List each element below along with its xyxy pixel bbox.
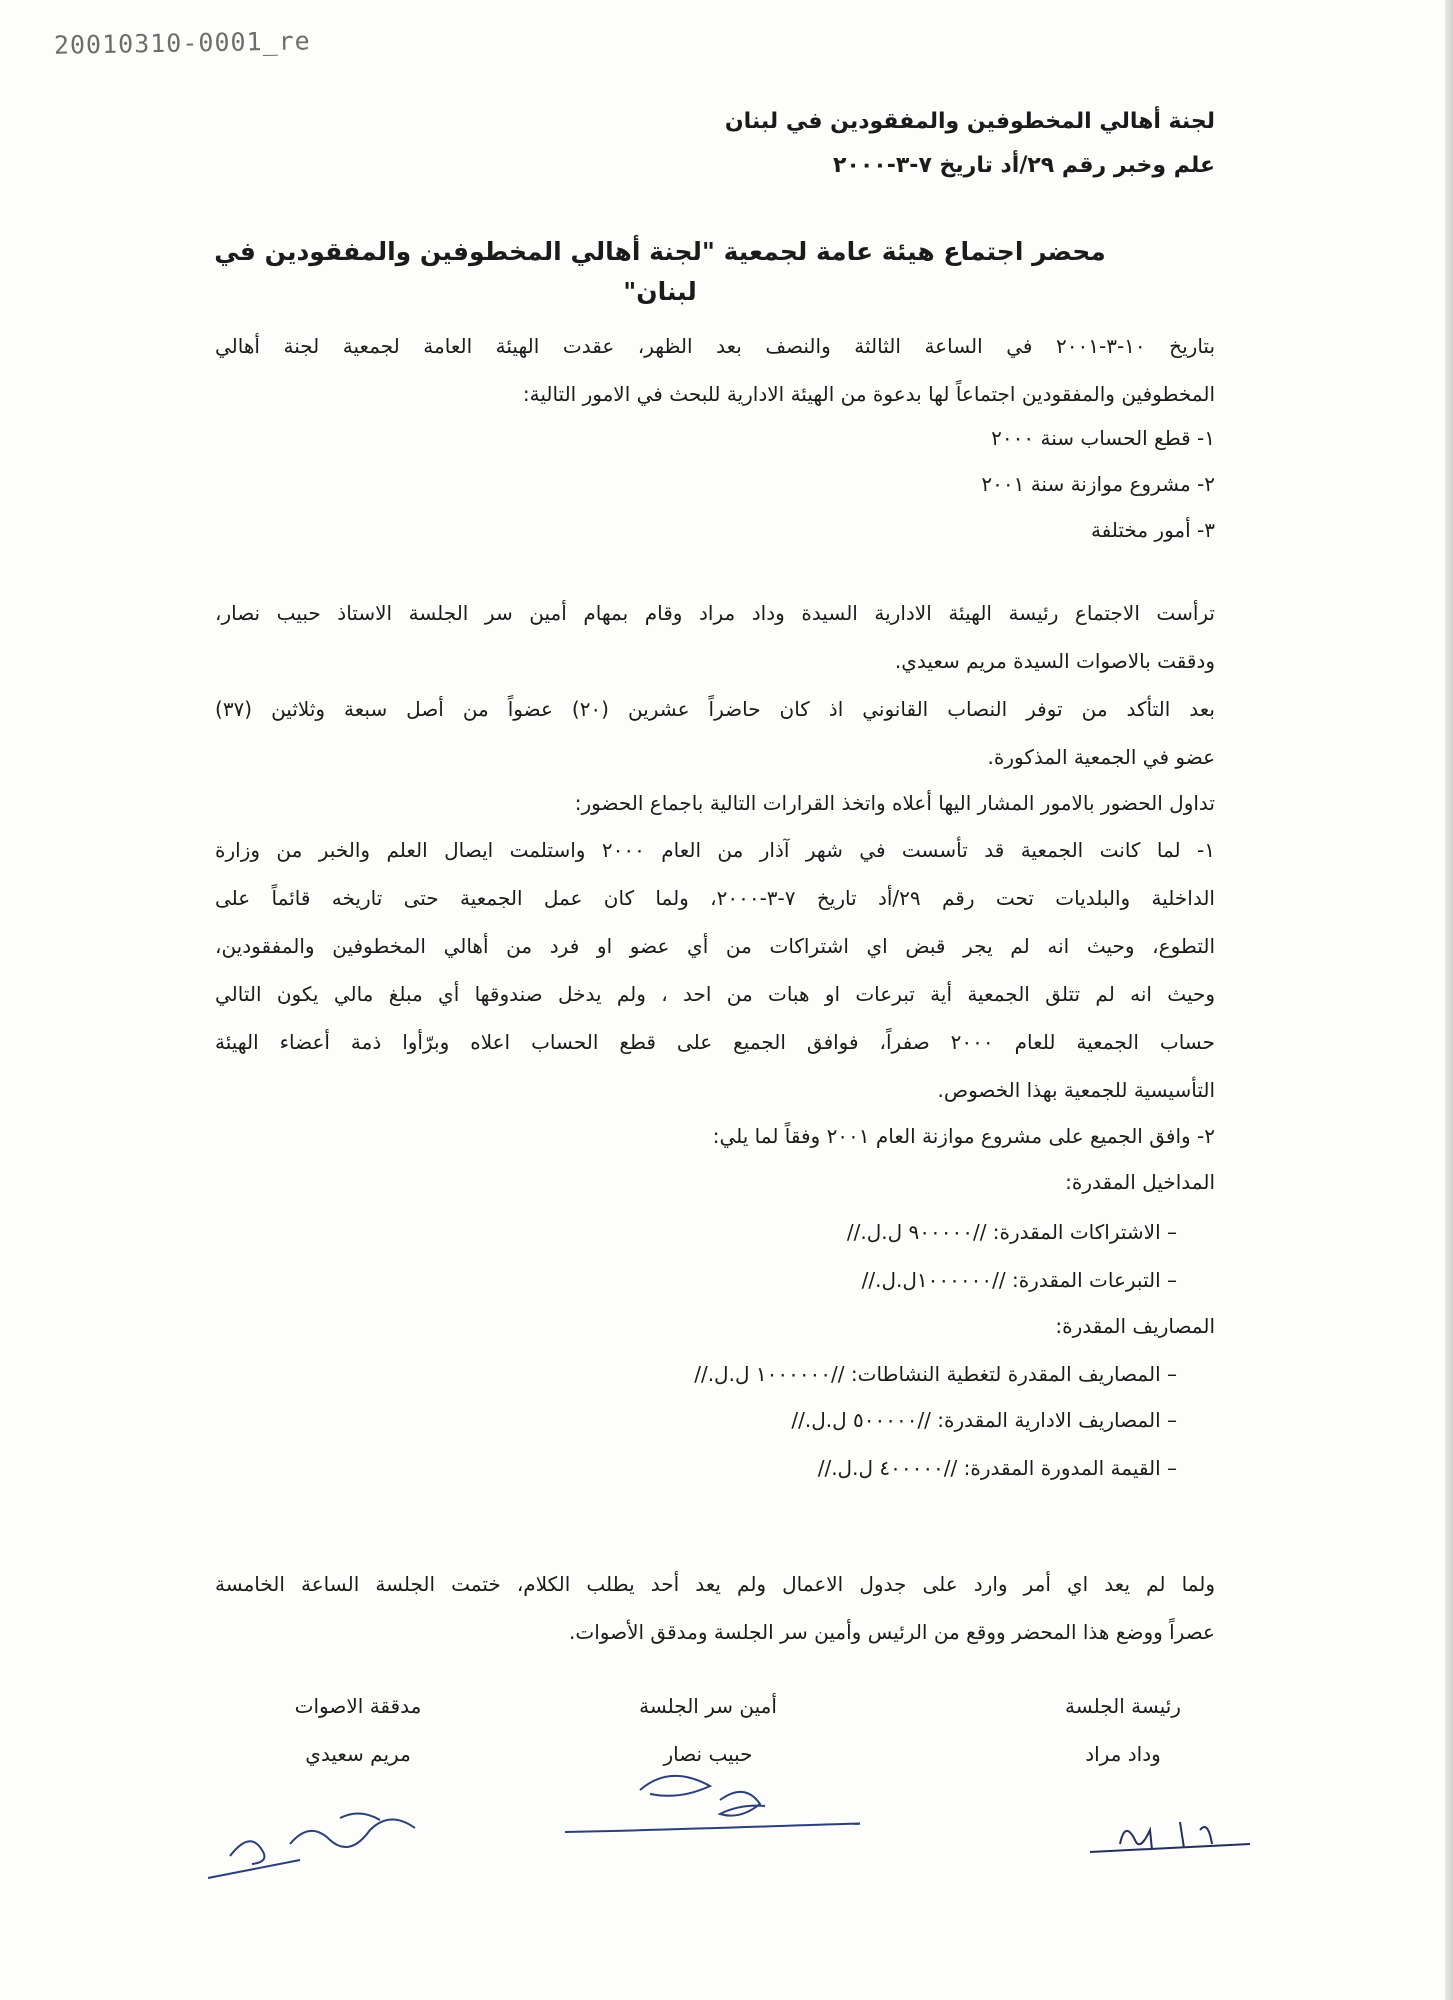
decision1-line: التأسيسية للجمعية بهذا الخصوص. — [937, 1078, 1215, 1102]
agenda-item: ٣- أمور مختلفة — [1090, 518, 1215, 542]
auditor-signature-scribble — [200, 1800, 440, 1890]
signature-role: أمين سر الجلسة — [639, 1694, 777, 1718]
signature-auditor — [273, 1688, 443, 1772]
revenue-item: – الاشتراكات المقدرة: //٩٠٠٠٠٠ ل.ل.// — [846, 1220, 1177, 1244]
signature-name: حبيب نصار — [663, 1742, 753, 1766]
signature-role: رئيسة الجلسة — [1065, 1694, 1181, 1718]
agenda-item: ١- قطع الحساب سنة ٢٠٠٠ — [991, 426, 1215, 450]
registration-number: علم وخبر رقم ٢٩/أد تاريخ ٧-٣-٢٠٠٠ — [833, 153, 1215, 178]
expense-item: – القيمة المدورة المقدرة: //٤٠٠٠٠٠ ل.ل.// — [817, 1456, 1177, 1480]
quorum-line-2: عضو في الجمعية المذكورة. — [987, 745, 1215, 769]
page-title: محضر اجتماع هيئة عامة لجمعية "لجنة أهالي المخطوفين والمفقودين في لبنان" — [214, 237, 1106, 306]
closing-line-1: ولما لم يعد اي أمر وارد على جدول الاعمال ولم يعد أحد يطلب الكلام، ختمت الجلسة الساعة الخامسة — [215, 1572, 1215, 1596]
signature-name: مريم سعيدي — [305, 1742, 411, 1766]
deliberation-line: تداول الحضور بالامور المشار اليها أعلاه واتخذ القرارات التالية باجماع الحضور: — [574, 791, 1215, 815]
signature-chair — [1043, 1688, 1203, 1772]
intro-line-1: بتاريخ ١٠-٣-٢٠٠١ في الساعة الثالثة والنصف بعد الظهر، عقدت الهيئة العامة لجمعية لجنة أهالي — [215, 334, 1216, 358]
decision1-line: وحيث انه لم تتلق الجمعية أية تبرعات او هبات من احد ، ولم يدخل صندوقها أي مبلغ مالي يكون التالي — [215, 982, 1215, 1006]
intro-line-2: المخطوفين والمفقودين اجتماعاً لها بدعوة من الهيئة الادارية للبحث في الامور التالية: — [522, 382, 1215, 406]
signature-role: مدققة الاصوات — [294, 1694, 422, 1718]
chair-line-2: ودققت بالاصوات السيدة مريم سعيدي. — [894, 649, 1215, 673]
agenda-item: ٢- مشروع موازنة سنة ٢٠٠١ — [981, 472, 1215, 496]
page-edge — [1445, 0, 1453, 2000]
decision1-line: الداخلية والبلديات تحت رقم ٢٩/أد تاريخ ٧-٣-٢٠٠٠، ولما كان عمل الجمعية حتى تاريخه قائماً على — [215, 886, 1215, 910]
expense-item: – المصاريف المقدرة لتغطية النشاطات: //١٠٠٠٠٠٠ ل.ل.// — [694, 1362, 1177, 1386]
decision1-line: حساب الجمعية للعام ٢٠٠٠ صفراً، فوافق الجميع على قطع الحساب اعلاه وبرّأوا ذمة أعضاء الهيئة — [215, 1030, 1216, 1054]
archive-stamp: 20010310-0001_re — [53, 26, 311, 60]
chair-line-1: ترأست الاجتماع رئيسة الهيئة الادارية السيدة وداد مراد وقام بمهام أمين سر الجلسة الاستاذ حبيب نصار، — [215, 601, 1215, 625]
decision1-line: التطوع، وحيث انه لم يجر قبض اي اشتراكات من أي عضو او فرد من أهالي المخطوفين والمفقودين، — [215, 934, 1215, 958]
revenue-item: – التبرعات المقدرة: //١٠٠٠٠٠٠ل.ل.// — [861, 1268, 1177, 1292]
closing-line-2: عصراً ووضع هذا المحضر ووقع من الرئيس وأمين سر الجلسة ومدقق الأصوات. — [569, 1620, 1215, 1644]
secretary-signature-scribble — [560, 1760, 860, 1850]
signature-name: وداد مراد — [1085, 1742, 1161, 1766]
org-name: لجنة أهالي المخطوفين والمفقودين في لبنان — [724, 109, 1215, 134]
expense-item: – المصاريف الادارية المقدرة: //٥٠٠٠٠٠ ل.ل.// — [791, 1408, 1177, 1432]
chair-signature-scribble — [1080, 1800, 1260, 1870]
revenues-heading: المداخيل المقدرة: — [1065, 1170, 1215, 1194]
decision1-line: ١- لما كانت الجمعية قد تأسست في شهر آذار من العام ٢٠٠٠ واستلمت ايصال العلم والخبر من وزارة — [215, 838, 1215, 862]
decision2-line: ٢- وافق الجميع على مشروع موازنة العام ٢٠٠١ وفقاً لما يلي: — [712, 1124, 1215, 1148]
quorum-line-1: بعد التأكد من توفر النصاب القانوني اذ كان حاضراً عشرين (٢٠) عضواً من أصل سبعة وثلاثين (٣٧) — [215, 697, 1215, 721]
expenses-heading: المصاريف المقدرة: — [1055, 1314, 1215, 1338]
